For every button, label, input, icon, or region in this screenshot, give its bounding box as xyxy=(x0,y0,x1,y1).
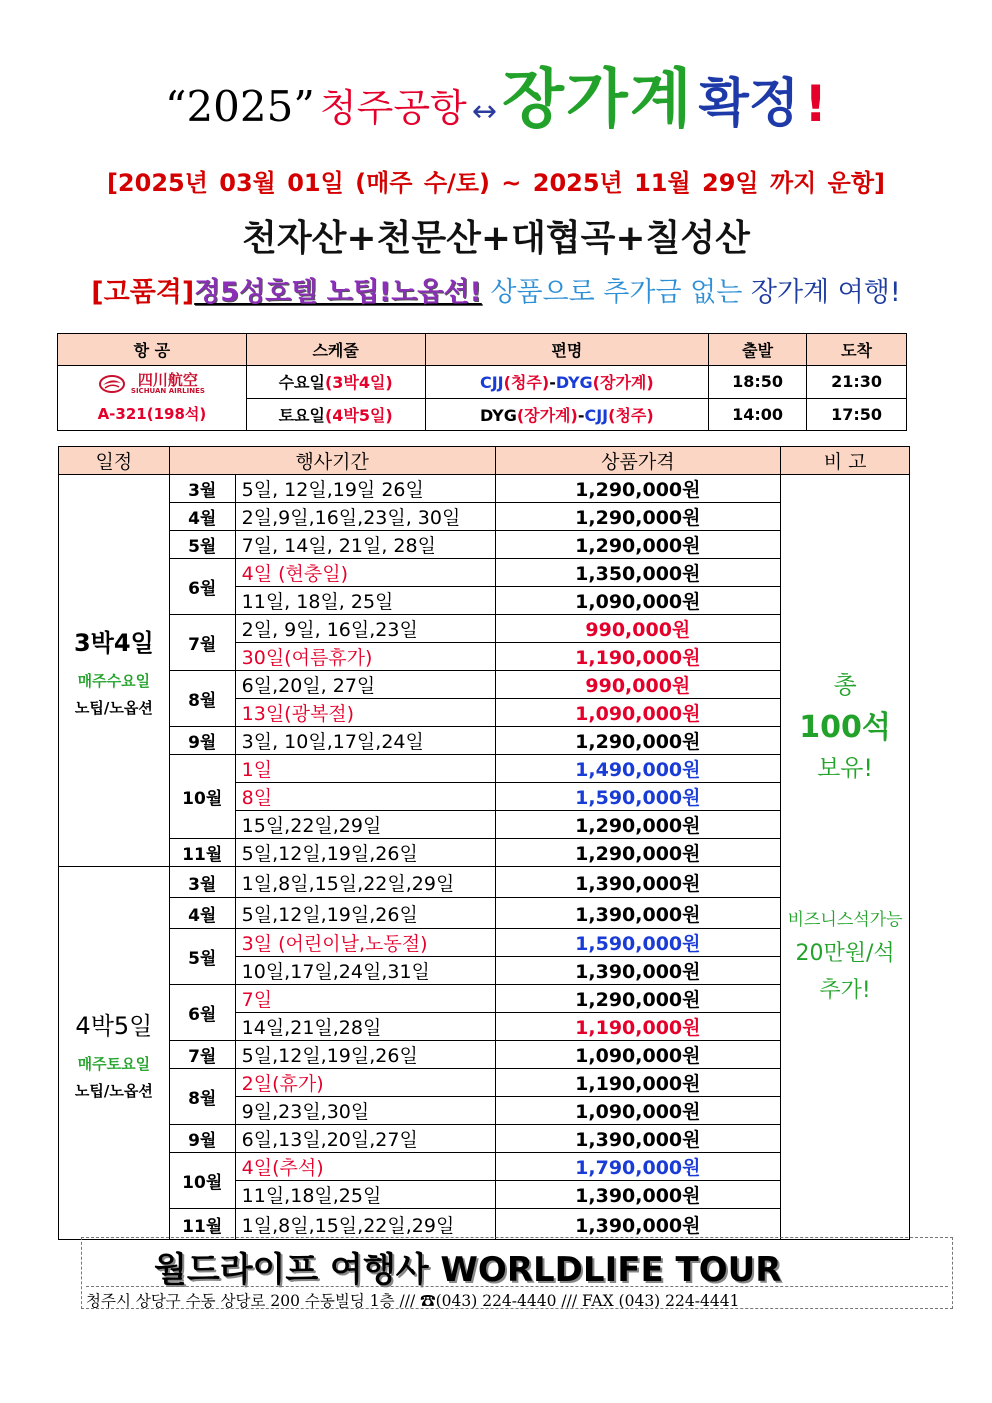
price-cell: 990,000원 xyxy=(495,615,781,643)
month-cell: 8월 xyxy=(169,671,235,727)
price-cell: 990,000원 xyxy=(495,671,781,699)
price-cell: 1,090,000원 xyxy=(495,699,781,727)
dates-cell: 5일,12일,19일,26일 xyxy=(235,898,495,929)
flight-header-departure: 출발 xyxy=(709,334,807,366)
note-total: 총 xyxy=(833,671,857,699)
dates-cell: 5일,12일,19일,26일 xyxy=(235,1041,495,1069)
dates-cell: 7일 xyxy=(235,985,495,1013)
price-cell: 1,290,000원 xyxy=(495,503,781,531)
dates-cell: 6일,20일, 27일 xyxy=(235,671,495,699)
promo-grade: [고품격] xyxy=(91,277,195,308)
schedule-day: 수요일 xyxy=(278,373,325,393)
package-day: 매주토요일 xyxy=(77,1054,151,1073)
flight-to-city: (청주) xyxy=(608,405,654,425)
round-trip-arrow-icon: ↔ xyxy=(471,94,497,129)
price-cell: 1,390,000원 xyxy=(495,1181,781,1209)
footer-box xyxy=(81,1237,953,1309)
note-business: 비즈니스석가능 xyxy=(787,910,903,930)
sights-route: 천자산+천문산+대협곡+칠성산 xyxy=(242,218,750,259)
company-name: 월드라이프 여행사 WORLDLIFE TOUR xyxy=(154,1250,782,1290)
sched-header-period: 행사기간 xyxy=(169,447,495,475)
dates-cell: 2일(휴가) xyxy=(235,1069,495,1097)
flight-to: DYG xyxy=(555,373,593,393)
price-cell: 1,190,000원 xyxy=(495,643,781,671)
dates-cell: 5일,12일,19일,26일 xyxy=(235,839,495,867)
flight-header-schedule: 스케줄 xyxy=(246,334,425,366)
price-cell: 1,090,000원 xyxy=(495,1097,781,1125)
flight-header-flight: 편명 xyxy=(425,334,709,366)
price-cell: 1,190,000원 xyxy=(495,1069,781,1097)
month-cell: 8월 xyxy=(169,1069,235,1125)
dates-cell: 10일,17일,24일,31일 xyxy=(235,957,495,985)
airline-cell xyxy=(58,366,247,431)
price-cell: 1,490,000원 xyxy=(495,755,781,783)
package-day: 매주수요일 xyxy=(77,672,151,690)
month-cell: 9월 xyxy=(169,727,235,755)
package-tag: 노팁/노옵션 xyxy=(74,699,153,717)
flight-table xyxy=(57,333,907,431)
price-cell: 1,390,000원 xyxy=(495,867,781,898)
schedule-duration: (4박5일) xyxy=(324,405,393,425)
schedule-wed xyxy=(246,366,425,399)
package-name: 4박5일 xyxy=(75,1011,153,1040)
price-cell: 1,390,000원 xyxy=(495,1209,781,1240)
promo-text-1: 상품으로 xyxy=(490,277,595,308)
promo-text-2: 추가금 없는 xyxy=(603,277,743,308)
dates-cell: 14일,21일,28일 xyxy=(235,1013,495,1041)
flight-header-airline: 항 공 xyxy=(58,334,247,366)
dates-cell: 2일,9일,16일,23일, 30일 xyxy=(235,503,495,531)
note-cell xyxy=(781,475,910,1240)
package-4n5d xyxy=(59,867,170,1240)
airline-name-cn: 四川航空 xyxy=(137,370,198,389)
company-address: 청주시 상당구 수동 상당로 200 수동빌딩 1층 /// ☎(043) 224-4440 /// FAX (043) 224-4441 xyxy=(86,1286,948,1311)
note-business-extra: 추가! xyxy=(819,978,871,1003)
month-cell: 10월 xyxy=(169,755,235,839)
price-cell: 1,590,000원 xyxy=(495,929,781,957)
promo-text-3: 장가계 여행! xyxy=(750,277,901,308)
flight-number-outbound xyxy=(425,366,709,399)
dates-cell: 2일, 9일, 16일,23일 xyxy=(235,615,495,643)
month-cell: 5월 xyxy=(169,929,235,985)
sched-header-package: 일정 xyxy=(59,447,170,475)
month-cell: 7월 xyxy=(169,615,235,671)
dates-cell: 30일(여름휴가) xyxy=(235,643,495,671)
price-cell: 1,290,000원 xyxy=(495,811,781,839)
flight-from: DYG xyxy=(479,405,517,425)
note-business-price: 20만원/석 xyxy=(795,941,895,966)
flight-sep: - xyxy=(577,405,585,425)
dates-cell: 5일, 12일,19일 26일 xyxy=(235,475,495,503)
month-cell: 4월 xyxy=(169,503,235,531)
flight-number-return xyxy=(425,398,709,431)
dates-cell: 6일,13일,20일,27일 xyxy=(235,1125,495,1153)
package-3n4d xyxy=(59,475,170,867)
dates-cell: 3일, 10일,17일,24일 xyxy=(235,727,495,755)
flight-sep: - xyxy=(549,373,556,393)
title-year: “2025” xyxy=(164,82,315,131)
sched-header-note: 비 고 xyxy=(781,447,910,475)
dates-cell: 3일 (어린이날,노동절) xyxy=(235,929,495,957)
sched-header-price: 상품가격 xyxy=(495,447,781,475)
departure-time: 18:50 xyxy=(709,366,807,399)
flight-from-city: (장가계) xyxy=(516,405,578,425)
month-cell: 6월 xyxy=(169,985,235,1041)
price-cell: 1,090,000원 xyxy=(495,1041,781,1069)
price-cell: 1,790,000원 xyxy=(495,1153,781,1181)
month-cell: 10월 xyxy=(169,1153,235,1209)
price-cell: 1,390,000원 xyxy=(495,957,781,985)
price-cell: 1,590,000원 xyxy=(495,783,781,811)
price-cell: 1,350,000원 xyxy=(495,559,781,587)
month-cell: 9월 xyxy=(169,1125,235,1153)
aircraft-type: A-321(198석) xyxy=(97,404,207,423)
month-cell: 5월 xyxy=(169,531,235,559)
price-schedule-table xyxy=(58,446,910,1240)
airline-logo xyxy=(58,370,246,395)
note-secured: 보유! xyxy=(817,754,874,782)
flight-header-arrival: 도착 xyxy=(807,334,907,366)
price-cell: 1,190,000원 xyxy=(495,1013,781,1041)
dates-cell: 1일,8일,15일,22일,29일 xyxy=(235,1209,495,1240)
dates-cell: 1일 xyxy=(235,755,495,783)
price-cell: 1,090,000원 xyxy=(495,587,781,615)
month-cell: 7월 xyxy=(169,1041,235,1069)
price-cell: 1,290,000원 xyxy=(495,727,781,755)
dates-cell: 13일(광복절) xyxy=(235,699,495,727)
dates-cell: 4일(추석) xyxy=(235,1153,495,1181)
sichuan-bird-icon xyxy=(99,375,125,393)
dates-cell: 1일,8일,15일,22일,29일 xyxy=(235,867,495,898)
title-origin: 청주공항 xyxy=(319,86,467,130)
departure-time: 14:00 xyxy=(709,398,807,431)
price-cell: 1,290,000원 xyxy=(495,985,781,1013)
flight-to-city: (장가계) xyxy=(592,373,654,393)
dates-cell: 15일,22일,29일 xyxy=(235,811,495,839)
arrival-time: 17:50 xyxy=(807,398,907,431)
package-tag: 노팁/노옵션 xyxy=(74,1081,153,1100)
schedule-duration: (3박4일) xyxy=(324,373,393,393)
note-seats: 100석 xyxy=(799,710,891,745)
promo-line xyxy=(0,270,992,309)
month-cell: 6월 xyxy=(169,559,235,615)
month-cell: 3월 xyxy=(169,867,235,898)
flight-from: CJJ xyxy=(479,373,504,393)
dates-cell: 11일,18일,25일 xyxy=(235,1181,495,1209)
schedule-sat xyxy=(246,398,425,431)
price-cell: 1,290,000원 xyxy=(495,839,781,867)
package-name: 3박4일 xyxy=(73,629,154,657)
price-cell: 1,290,000원 xyxy=(495,475,781,503)
month-cell: 4월 xyxy=(169,898,235,929)
price-cell: 1,390,000원 xyxy=(495,1125,781,1153)
title-confirmed: 확정 xyxy=(698,74,800,134)
airline-name-en: SICHUAN AIRLINES xyxy=(130,386,205,395)
dates-cell: 7일, 14일, 21일, 28일 xyxy=(235,531,495,559)
month-cell: 11월 xyxy=(169,839,235,867)
title-destination: 장가계 xyxy=(502,63,694,137)
dates-cell: 8일 xyxy=(235,783,495,811)
dates-cell: 9일,23일,30일 xyxy=(235,1097,495,1125)
dates-cell: 11일, 18일, 25일 xyxy=(235,587,495,615)
flight-to: CJJ xyxy=(584,405,609,425)
flight-from-city: (청주) xyxy=(503,373,550,393)
promo-hotel: 정5성호텔 노팁!노옵션! xyxy=(194,277,482,308)
operation-period: [2025년 03월 01일 (매주 수/토) ~ 2025년 11월 29일 까지 운항] xyxy=(106,169,886,197)
main-title xyxy=(0,48,992,140)
dates-cell: 4일 (현충일) xyxy=(235,559,495,587)
arrival-time: 21:30 xyxy=(807,366,907,399)
month-cell: 3월 xyxy=(169,475,235,503)
price-cell: 1,390,000원 xyxy=(495,898,781,929)
price-cell: 1,290,000원 xyxy=(495,531,781,559)
month-cell: 11월 xyxy=(169,1209,235,1240)
title-exclaim: ! xyxy=(804,75,828,133)
schedule-day: 토요일 xyxy=(278,405,325,425)
